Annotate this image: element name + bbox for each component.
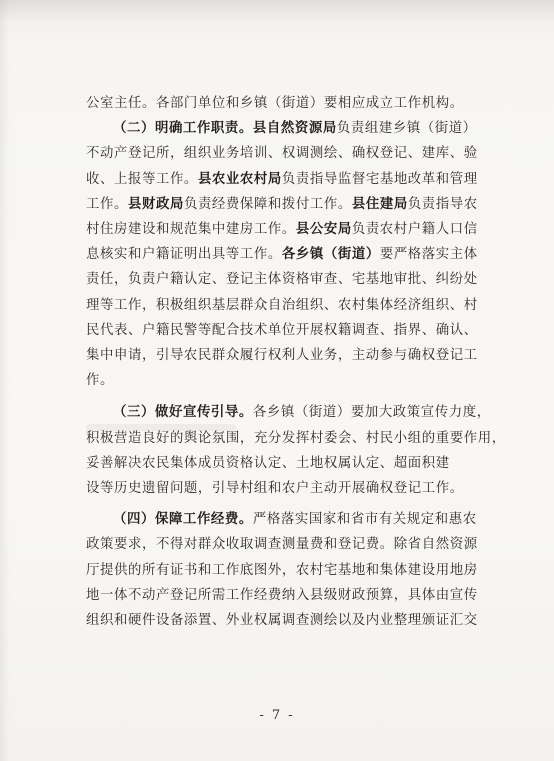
text-line [86,91,476,116]
text-line [86,583,476,608]
body-text-run: 地一体不动产登记所需工作经费纳入县级财政预算，具体由宣传 [86,587,478,603]
text-line [86,451,476,476]
body-text-run: 公室主任。各部门单位和乡镇（街道）要相应成立工作机构。 [86,96,464,111]
bold-heading-text: 县公安局 [295,221,352,238]
body-text-run: 积极营造良好的舆论氛围，充分发挥村委会、村民小组的重要作用， [86,430,506,446]
text-line [86,608,476,633]
bold-heading-text: 各乡镇（街道） [281,246,380,263]
text-line [86,476,476,501]
body-text-run: 收、上报等工作。 [86,171,198,187]
text-line [86,318,476,343]
text-line [86,400,491,425]
body-text-run: 妥善解决农民集体成员资格认定、土地权属认定、超面积建 [86,455,450,471]
text-line [86,267,476,292]
body-text-run: 负责指导监督宅基地改革和管理 [281,171,478,187]
body-text-run: 民代表、户籍民警等配合技术单位开展权籍调查、指界、确认、 [86,322,478,338]
text-line [86,558,476,583]
bold-heading-text: （四）保障工作经费。 [113,511,253,528]
body-text-run: 设等历史遗留问题，引导村组和农户主动开展确权登记工作。 [86,481,464,497]
paragraph [86,400,506,501]
text-line [86,242,476,267]
body-text-run: 息核实和户籍证明出具等工作。 [86,247,282,263]
scan-shadow [0,0,554,22]
text-line [86,368,476,393]
body-text-run: 集中申请，引导农民群众履行权利人业务，主动参与确权登记工 [86,348,478,364]
text-line [86,532,476,557]
text-line [86,167,476,192]
body-text-run: 厅提供的所有证书和工作底图外，农村宅基地和集体建设用地房 [86,562,478,578]
body-text-run: 各乡镇（街道）要加大政策宣传力度， [252,405,491,421]
paragraph [86,116,476,393]
body-text-run: 组织和硬件设备添置、外业权属调查测绘以及内业整理颁证汇交 [86,613,478,629]
text-line [86,217,476,242]
bold-heading-text: 县住建局 [351,195,408,212]
body-text-run: 要严格落实主体 [379,247,478,263]
text-line [86,426,506,451]
body-text-run: 责任，负责户籍认定、登记主体资格审查、宅基地审批、纠纷处 [86,272,478,288]
paragraph [86,507,476,633]
paragraph [86,91,476,116]
body-text-run: 负责经费保障和拨付工作。 [183,196,352,212]
page-number: - 7 - [259,708,295,723]
body-text-run: 负责农村户籍人口信 [351,222,478,238]
text-line [86,293,476,318]
body-text-run: 不动产登记所，组织业务培训、权调测绘、确权登记、建库、验 [86,146,478,162]
body-text-run: 村住房建设和规范集中建房工作。 [86,222,296,238]
text-line [86,116,476,141]
document-body [86,91,506,633]
text-line [86,343,476,368]
scan-shadow-left [0,0,10,761]
body-text-run: 政策要求，不得对群众收取调查测量费和登记费。除省自然资源 [86,537,478,553]
body-text-run: 理等工作，积极组织基层群众自治组织、农村集体经济组织、村 [86,297,478,313]
text-line [86,507,476,532]
text-line [86,141,476,166]
text-line [86,192,476,217]
bold-heading-text: 县财政局 [127,195,184,212]
bold-heading-text: （二）明确工作职责。县自然资源局 [113,120,337,137]
bold-heading-text: 县农业农村局 [197,170,282,187]
bold-heading-text: （三）做好宣传引导。 [113,404,253,421]
body-text-run: 作。 [86,373,114,389]
body-text-run: 工作。 [86,196,128,212]
body-text-run: 负责组建乡镇（街道） [336,121,477,137]
body-text-run: 严格落实国家和省市有关规定和惠农 [252,512,477,528]
body-text-run: 负责指导农 [407,196,478,212]
